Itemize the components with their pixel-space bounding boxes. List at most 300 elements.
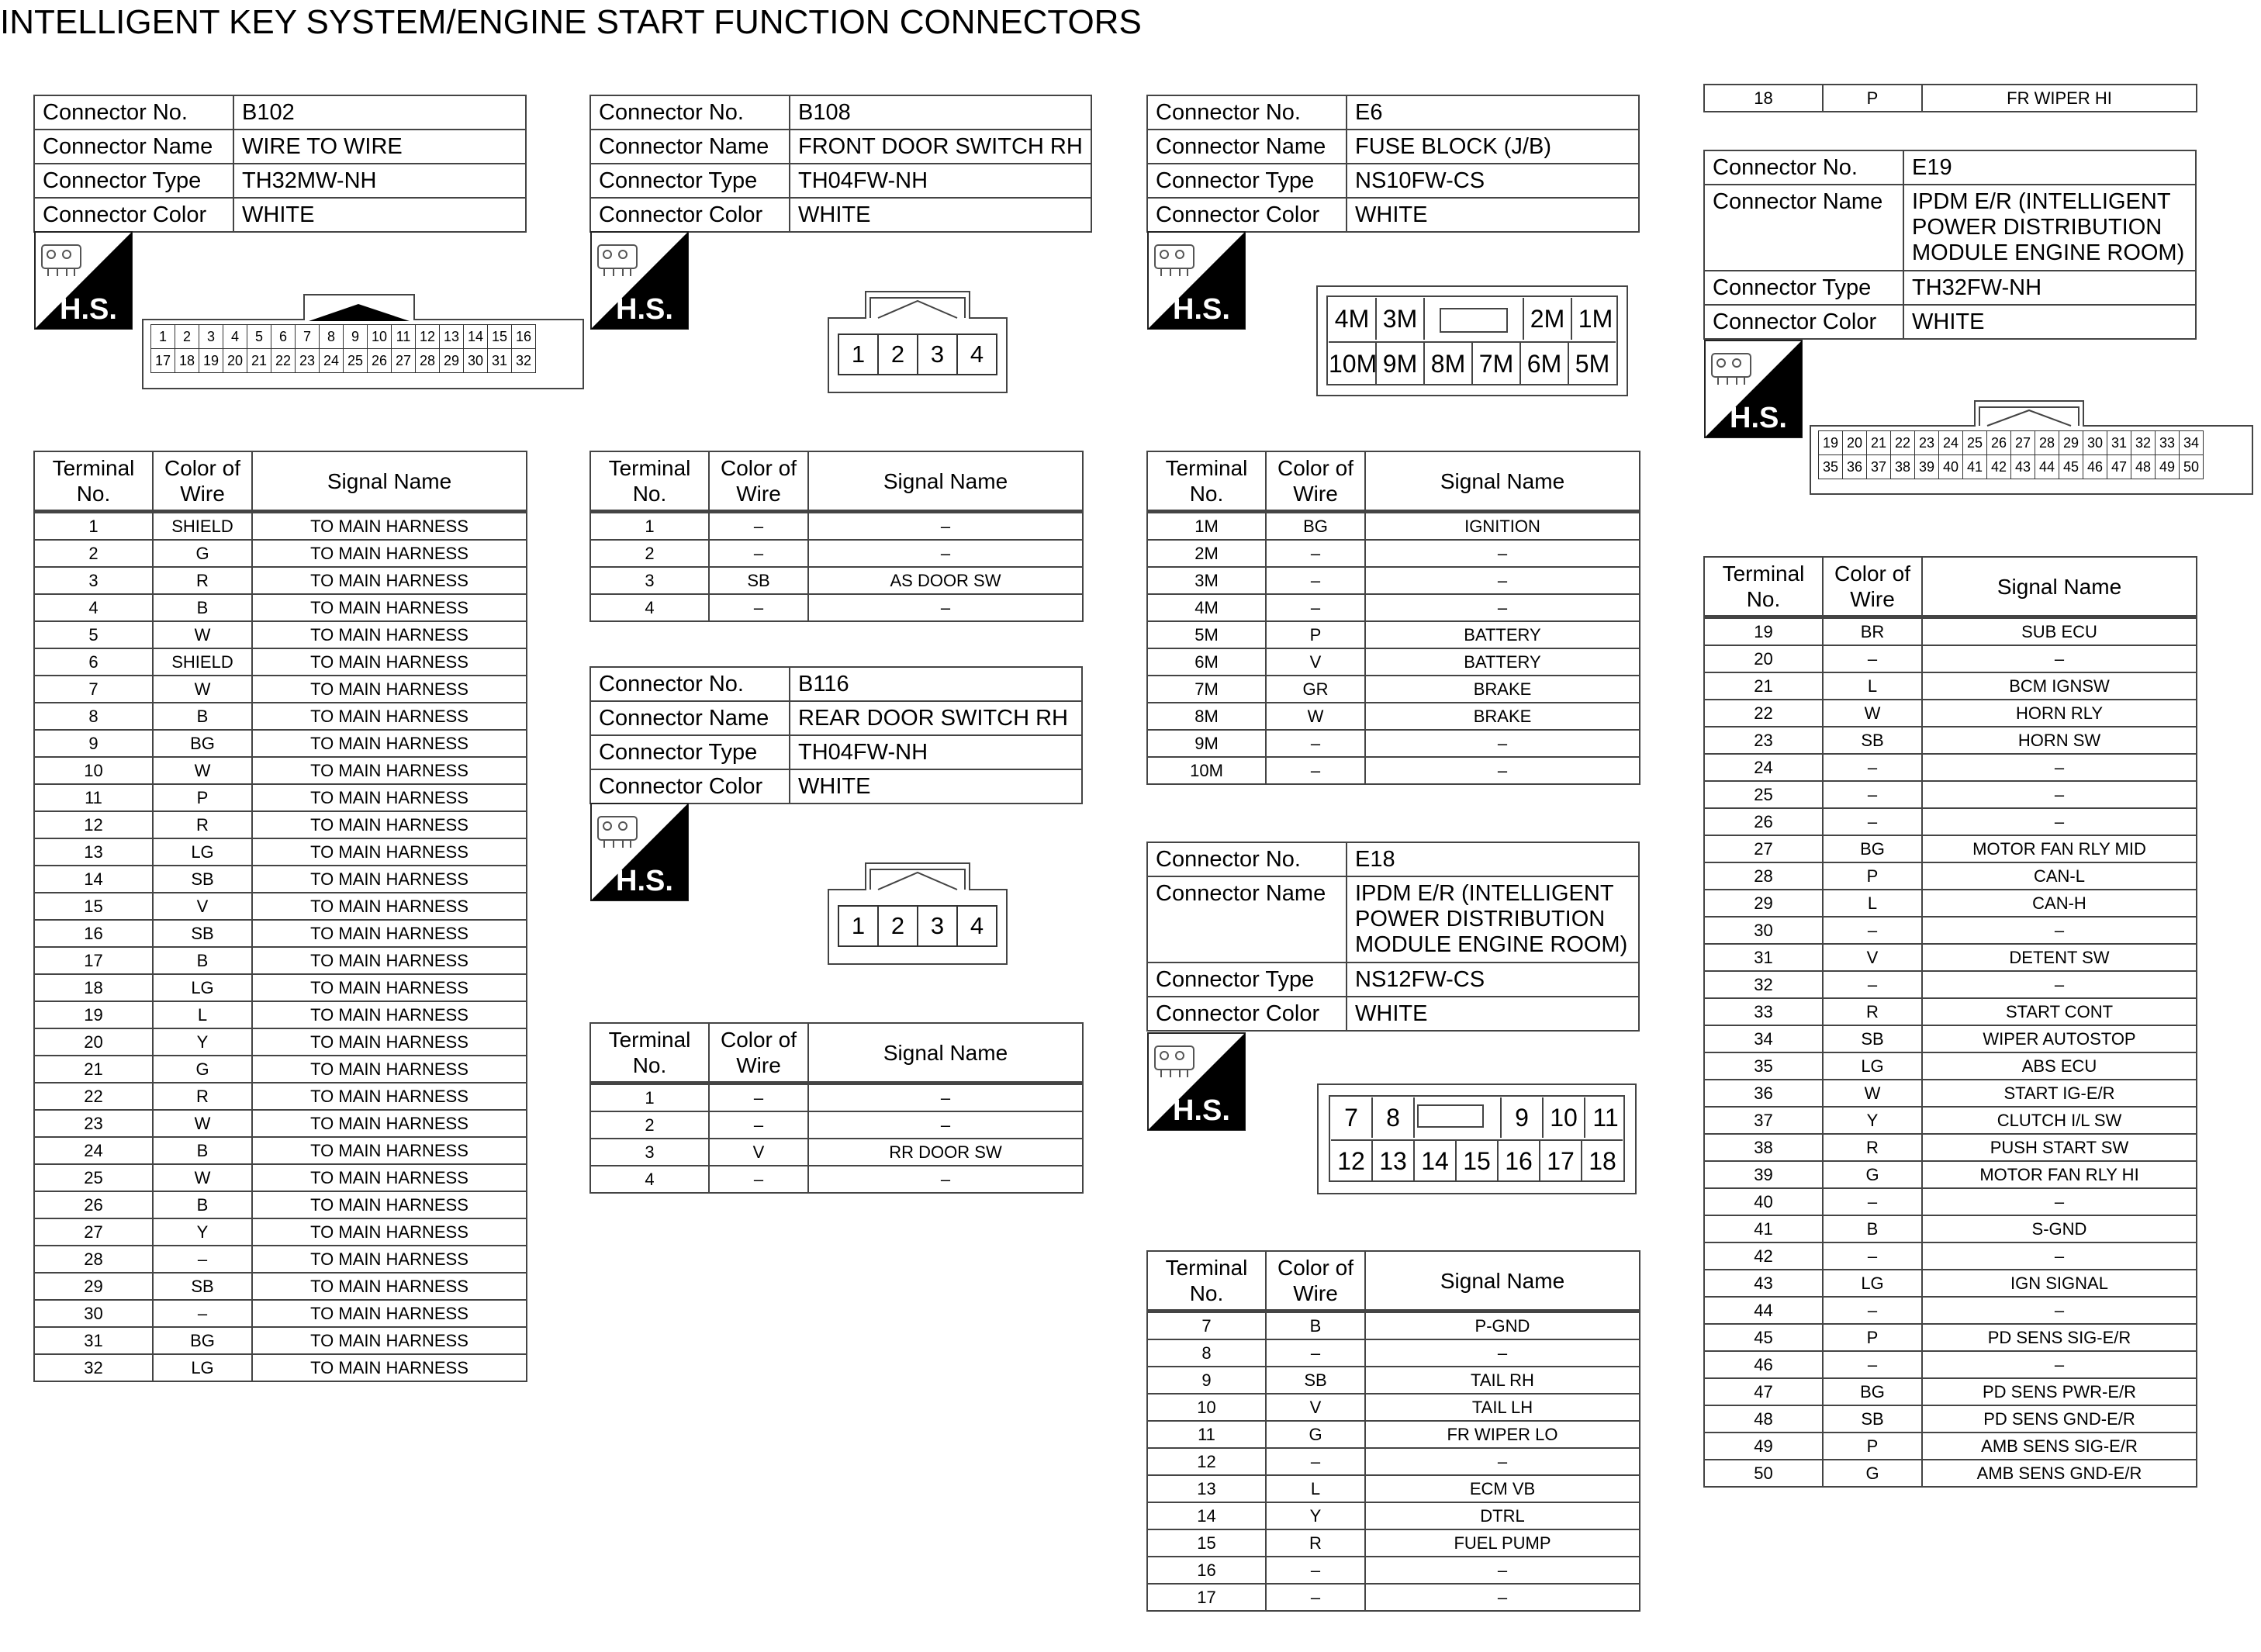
terminal-cell: 13 (34, 838, 153, 866)
pin-label: 10M (1329, 343, 1377, 385)
terminal-cell: 15 (34, 893, 153, 920)
pin-label: 33 (2156, 431, 2180, 455)
wire-color-cell: GR (1266, 676, 1365, 703)
pin-label: 7M (1473, 343, 1521, 385)
signal-name-cell: – (1365, 730, 1640, 757)
wire-color-cell: SB (1266, 1367, 1365, 1394)
table-row (1147, 1502, 1640, 1529)
terminal-cell: 50 (1704, 1460, 1823, 1487)
terminal-header: Terminal No. (590, 1023, 709, 1083)
pin-label: 47 (2107, 455, 2131, 479)
pin-label: 24 (320, 349, 344, 373)
signal-name-cell: TO MAIN HARNESS (252, 757, 527, 784)
signal-name-cell: – (1922, 808, 2197, 835)
signal-name-cell: FR WIPER LO (1365, 1421, 1640, 1448)
wire-color-cell: R (153, 567, 252, 594)
wire-color-cell: G (153, 1056, 252, 1083)
signal-name-cell: TO MAIN HARNESS (252, 567, 527, 594)
signal-name-cell: HORN RLY (1922, 700, 2197, 727)
connector-name-value: IPDM E/R (INTELLIGENT POWER DISTRIBUTION MODULE ENGINE ROOM) (1903, 185, 2196, 271)
terminal-cell: 3 (590, 567, 709, 594)
table-row (1147, 1367, 1640, 1394)
table-row (34, 974, 527, 1001)
pin-label: 28 (416, 349, 440, 373)
wire-color-cell: – (709, 1111, 808, 1139)
signal-name-cell: ABS ECU (1922, 1052, 2197, 1080)
terminal-cell: 19 (34, 1001, 153, 1028)
signal-name-cell: CAN-H (1922, 890, 2197, 917)
connector-color-value: WHITE (1347, 997, 1639, 1031)
terminal-cell: 30 (34, 1300, 153, 1327)
signal-name-cell: TO MAIN HARNESS (252, 1327, 527, 1354)
table-row (34, 512, 527, 541)
pin-label: 27 (2011, 431, 2035, 455)
pin-label: 44 (2035, 455, 2059, 479)
terminal-cell: 9 (34, 730, 153, 757)
table-row (1147, 1312, 1640, 1340)
pin-label: 3M (1377, 298, 1425, 340)
wire-color-cell: – (1823, 754, 1922, 781)
wire-color-cell: – (1823, 1351, 1922, 1378)
table-row (1147, 757, 1640, 784)
wire-color-cell: R (153, 1083, 252, 1110)
wire-color-cell: Y (153, 1028, 252, 1056)
signal-name-cell: START CONT (1922, 998, 2197, 1025)
wire-color-cell: W (1823, 700, 1922, 727)
terminal-cell: 27 (1704, 835, 1823, 862)
pin-label: 48 (2131, 455, 2156, 479)
terminal-header: Terminal No. (1147, 1251, 1266, 1312)
wire-color-cell: – (1823, 971, 1922, 998)
pin-label: 5 (247, 325, 271, 349)
signal-name-cell: – (808, 1111, 1083, 1139)
wire-color-header: Color of Wire (1266, 1251, 1365, 1312)
signal-name-cell: – (808, 594, 1083, 621)
pin-label: 1 (838, 334, 878, 375)
terminal-cell: 12 (34, 811, 153, 838)
wire-color-cell: R (1823, 1134, 1922, 1161)
connector-info-b116 (589, 666, 1083, 804)
terminal-cell: 3 (34, 567, 153, 594)
wire-color-cell: – (1266, 540, 1365, 567)
signal-name-cell: TO MAIN HARNESS (252, 1137, 527, 1164)
wire-color-cell: B (153, 703, 252, 730)
table-row (1147, 1448, 1640, 1475)
table-row (1147, 1529, 1640, 1557)
connector-type-label: Connector Type (1147, 164, 1347, 198)
signal-name-cell: – (808, 1083, 1083, 1112)
connector-info-e6 (1146, 95, 1640, 233)
pin-label: 2 (878, 906, 918, 946)
wire-color-cell: – (1823, 1188, 1922, 1215)
table-row (1704, 1460, 2197, 1487)
signal-name-cell: FR WIPER HI (1922, 85, 2197, 112)
wire-color-header: Color of Wire (153, 451, 252, 512)
signal-name-cell: – (1922, 917, 2197, 944)
terminal-cell: 2M (1147, 540, 1266, 567)
table-row (34, 567, 527, 594)
signal-name-cell: MOTOR FAN RLY MID (1922, 835, 2197, 862)
connector-color-value: WHITE (233, 198, 526, 232)
wire-color-cell: LG (1823, 1270, 1922, 1297)
terminal-cell: 10M (1147, 757, 1266, 784)
pin-label: 13 (440, 325, 464, 349)
connector-no-label: Connector No. (1147, 95, 1347, 130)
signal-name-cell: ECM VB (1365, 1475, 1640, 1502)
wire-color-cell: – (153, 1300, 252, 1327)
connector-name-label: Connector Name (590, 701, 790, 735)
wire-color-cell: V (1266, 1394, 1365, 1421)
table-row (1147, 1394, 1640, 1421)
wire-color-cell: BG (1266, 512, 1365, 541)
wire-color-cell: BG (153, 730, 252, 757)
wire-color-cell: P (1266, 621, 1365, 648)
pin-label: 23 (1915, 431, 1939, 455)
terminal-cell: 22 (34, 1083, 153, 1110)
table-row (34, 621, 527, 648)
wire-color-cell: W (153, 621, 252, 648)
table-row (34, 1191, 527, 1218)
wire-color-cell: SB (709, 567, 808, 594)
connector-no-value: B102 (233, 95, 526, 130)
signal-name-cell: TO MAIN HARNESS (252, 730, 527, 757)
signal-name-cell: – (1922, 645, 2197, 672)
pin-label: 8M (1425, 343, 1473, 385)
table-row (34, 838, 527, 866)
pin-label: 30 (2083, 431, 2107, 455)
wire-color-cell: Y (1266, 1502, 1365, 1529)
table-row (34, 1327, 527, 1354)
signal-name-cell: TO MAIN HARNESS (252, 947, 527, 974)
terminal-cell: 16 (34, 920, 153, 947)
pin-label: 4 (957, 906, 997, 946)
wire-color-cell: L (153, 1001, 252, 1028)
connector-type-value: NS12FW-CS (1347, 963, 1639, 997)
signal-name-cell: CLUTCH I/L SW (1922, 1107, 2197, 1134)
wire-color-cell: – (1266, 730, 1365, 757)
signal-table-b102 (33, 451, 527, 1382)
terminal-cell: 9M (1147, 730, 1266, 757)
hs-harness-side-icon (34, 231, 133, 330)
connector-name-label: Connector Name (1147, 130, 1347, 164)
signal-name-cell: FUEL PUMP (1365, 1529, 1640, 1557)
connector-color-label: Connector Color (1147, 198, 1347, 232)
pin-label: 5M (1575, 350, 1610, 378)
wire-color-cell: G (1823, 1161, 1922, 1188)
pin-label: 12 (416, 325, 440, 349)
table-row (34, 757, 527, 784)
connector-color-value: WHITE (790, 198, 1091, 232)
terminal-cell: 5 (34, 621, 153, 648)
hs-label: H.S. (60, 293, 117, 326)
signal-name-header: Signal Name (252, 451, 527, 512)
pin-label: 35 (1819, 455, 1843, 479)
signal-name-cell: START IG-E/R (1922, 1080, 2197, 1107)
signal-name-cell: – (1365, 540, 1640, 567)
terminal-cell: 8 (34, 703, 153, 730)
signal-name-cell: BRAKE (1365, 703, 1640, 730)
terminal-cell: 3M (1147, 567, 1266, 594)
signal-name-cell: MOTOR FAN RLY HI (1922, 1161, 2197, 1188)
terminal-cell: 41 (1704, 1215, 1823, 1242)
terminal-cell: 17 (1147, 1584, 1266, 1611)
table-row (590, 512, 1083, 541)
terminal-header: Terminal No. (1704, 557, 1823, 617)
table-row (34, 1110, 527, 1137)
wire-color-cell: – (1823, 645, 1922, 672)
table-row (1704, 1080, 2197, 1107)
pin-label: 19 (1819, 431, 1843, 455)
terminal-cell: 42 (1704, 1242, 1823, 1270)
terminal-cell: 32 (1704, 971, 1823, 998)
table-row (1704, 1270, 2197, 1297)
signal-name-cell: BRAKE (1365, 676, 1640, 703)
signal-name-cell: – (1365, 594, 1640, 621)
terminal-cell: 35 (1704, 1052, 1823, 1080)
signal-name-cell: DETENT SW (1922, 944, 2197, 971)
terminal-cell: 24 (34, 1137, 153, 1164)
pin-label: 49 (2156, 455, 2180, 479)
signal-name-cell: TO MAIN HARNESS (252, 1191, 527, 1218)
signal-name-cell: AMB SENS GND-E/R (1922, 1460, 2197, 1487)
terminal-cell: 8M (1147, 703, 1266, 730)
signal-name-cell: TO MAIN HARNESS (252, 1110, 527, 1137)
signal-name-cell: TO MAIN HARNESS (252, 1273, 527, 1300)
connector-name-label: Connector Name (34, 130, 233, 164)
signal-name-cell: HORN SW (1922, 727, 2197, 754)
wire-color-cell: R (1266, 1529, 1365, 1557)
wire-color-cell: L (1823, 890, 1922, 917)
wire-color-cell: B (153, 947, 252, 974)
pin-label: 19 (199, 349, 223, 373)
signal-name-cell: – (808, 540, 1083, 567)
connector-color-label: Connector Color (1147, 997, 1347, 1031)
table-row (590, 1083, 1083, 1112)
terminal-cell: 45 (1704, 1324, 1823, 1351)
wire-color-cell: SB (153, 920, 252, 947)
connector-face-b108 (827, 290, 1008, 394)
pin-label: 4 (223, 325, 247, 349)
signal-name-cell: TO MAIN HARNESS (252, 784, 527, 811)
signal-name-cell: – (1922, 1351, 2197, 1378)
terminal-cell: 17 (34, 947, 153, 974)
pin-label: 2 (175, 325, 199, 349)
pin-label: 7 (296, 325, 320, 349)
wire-color-cell: – (1266, 1584, 1365, 1611)
wire-color-cell: W (153, 1164, 252, 1191)
pin-label: 37 (1867, 455, 1891, 479)
signal-name-cell: TO MAIN HARNESS (252, 703, 527, 730)
wire-color-cell: – (1266, 1339, 1365, 1367)
signal-name-cell: DTRL (1365, 1502, 1640, 1529)
connector-no-value: E19 (1903, 150, 2196, 185)
terminal-cell: 23 (34, 1110, 153, 1137)
wire-color-cell: G (1266, 1421, 1365, 1448)
terminal-cell: 33 (1704, 998, 1823, 1025)
table-row (1704, 754, 2197, 781)
wire-color-cell: SB (1823, 1025, 1922, 1052)
table-row (34, 1218, 527, 1246)
wire-color-cell: LG (153, 1354, 252, 1381)
table-row (34, 1028, 527, 1056)
terminal-cell: 31 (34, 1327, 153, 1354)
wire-color-cell: – (1823, 1297, 1922, 1324)
signal-name-cell: BATTERY (1365, 648, 1640, 676)
pin-label: 24 (1939, 431, 1963, 455)
table-row (1704, 1215, 2197, 1242)
table-row (1704, 645, 2197, 672)
pin-label: 40 (1939, 455, 1963, 479)
pin-label: 1M (1578, 305, 1613, 333)
wire-color-cell: B (153, 594, 252, 621)
signal-name-cell: IGNITION (1365, 512, 1640, 541)
terminal-cell: 6M (1147, 648, 1266, 676)
terminal-cell: 4 (34, 594, 153, 621)
pin-label: 25 (344, 349, 368, 373)
pin-label: 3 (918, 906, 957, 946)
connector-name-value: FUSE BLOCK (J/B) (1347, 130, 1639, 164)
pin-label: 29 (440, 349, 464, 373)
terminal-cell: 18 (34, 974, 153, 1001)
wire-color-cell: – (1266, 1557, 1365, 1584)
table-row (1147, 567, 1640, 594)
signal-name-cell: TO MAIN HARNESS (252, 648, 527, 676)
wire-color-cell: – (709, 594, 808, 621)
terminal-header: Terminal No. (34, 451, 153, 512)
signal-name-cell: TO MAIN HARNESS (252, 1164, 527, 1191)
signal-name-cell: WIPER AUTOSTOP (1922, 1025, 2197, 1052)
table-row (1147, 1421, 1640, 1448)
connector-type-value: TH32FW-NH (1903, 271, 2196, 305)
connector-info-e18 (1146, 842, 1640, 1032)
table-row (1704, 1025, 2197, 1052)
table-row (34, 784, 527, 811)
terminal-cell: 26 (1704, 808, 1823, 835)
table-row (34, 866, 527, 893)
wire-color-cell: – (1823, 781, 1922, 808)
wire-color-cell: – (1823, 917, 1922, 944)
pin-label: 45 (2059, 455, 2083, 479)
connector-type-label: Connector Type (34, 164, 233, 198)
wire-color-cell: – (1266, 757, 1365, 784)
wire-color-cell: – (1266, 1448, 1365, 1475)
terminal-cell: 23 (1704, 727, 1823, 754)
pin-label: 26 (1987, 431, 2011, 455)
connector-name-label: Connector Name (590, 130, 790, 164)
terminal-cell: 49 (1704, 1433, 1823, 1460)
table-row (1704, 1351, 2197, 1378)
signal-name-cell: – (1365, 1584, 1640, 1611)
wire-color-cell: V (153, 893, 252, 920)
pin-label: 9 (1500, 1097, 1544, 1138)
pin-label: 43 (2011, 455, 2035, 479)
pin-label: 38 (1891, 455, 1915, 479)
terminal-header: Terminal No. (590, 451, 709, 512)
pin-label: 17 (151, 349, 175, 373)
table-row (1147, 730, 1640, 757)
table-row (1704, 700, 2197, 727)
wire-color-cell: BR (1823, 617, 1922, 646)
wire-color-cell: B (1266, 1312, 1365, 1340)
connector-color-value: WHITE (790, 769, 1082, 804)
table-row (1704, 808, 2197, 835)
wire-color-cell: – (153, 1246, 252, 1273)
signal-name-cell: TO MAIN HARNESS (252, 1056, 527, 1083)
table-row (1147, 676, 1640, 703)
terminal-cell: 22 (1704, 700, 1823, 727)
wire-color-cell: BG (153, 1327, 252, 1354)
pin-label: 22 (1891, 431, 1915, 455)
table-row (590, 1139, 1083, 1166)
table-row (34, 1273, 527, 1300)
terminal-cell: 28 (34, 1246, 153, 1273)
table-row (34, 947, 527, 974)
terminal-cell: 1 (34, 512, 153, 541)
terminal-cell: 4 (590, 1166, 709, 1193)
pin-label: 23 (296, 349, 320, 373)
wire-color-cell: – (709, 512, 808, 541)
signal-name-cell: TO MAIN HARNESS (252, 1028, 527, 1056)
terminal-cell: 3 (590, 1139, 709, 1166)
wire-color-cell: Y (153, 1218, 252, 1246)
table-row (34, 1300, 527, 1327)
signal-name-header: Signal Name (1365, 451, 1640, 512)
signal-table-e18 (1146, 1250, 1640, 1612)
terminal-cell: 13 (1147, 1475, 1266, 1502)
signal-name-cell: TO MAIN HARNESS (252, 811, 527, 838)
connector-type-label: Connector Type (1704, 271, 1903, 305)
terminal-cell: 27 (34, 1218, 153, 1246)
signal-table-b116 (589, 1022, 1084, 1194)
pin-label: 15 (488, 325, 512, 349)
connector-no-value: E18 (1347, 842, 1639, 876)
table-row (1704, 1242, 2197, 1270)
signal-name-cell: TO MAIN HARNESS (252, 1218, 527, 1246)
wire-color-cell: G (153, 540, 252, 567)
pin-label: 21 (1867, 431, 1891, 455)
pin-label: 20 (1843, 431, 1867, 455)
signal-name-cell: – (1365, 1448, 1640, 1475)
pin-label: 50 (2180, 455, 2204, 479)
signal-name-cell: P-GND (1365, 1312, 1640, 1340)
table-row (1704, 1297, 2197, 1324)
wire-color-header: Color of Wire (709, 451, 808, 512)
pin-label: 16 (1499, 1141, 1540, 1181)
hs-label: H.S. (616, 865, 673, 897)
signal-table-b108 (589, 451, 1084, 622)
pin-label: 18 (1589, 1147, 1616, 1175)
terminal-cell: 4M (1147, 594, 1266, 621)
table-row (1147, 1339, 1640, 1367)
terminal-cell: 1 (590, 1083, 709, 1112)
connector-type-value: NS10FW-CS (1347, 164, 1639, 198)
terminal-cell: 10 (1147, 1394, 1266, 1421)
wire-color-cell: Y (1823, 1107, 1922, 1134)
wire-color-cell: V (709, 1139, 808, 1166)
terminal-cell: 14 (34, 866, 153, 893)
connector-type-value: TH04FW-NH (790, 164, 1091, 198)
connector-no-label: Connector No. (1704, 150, 1903, 185)
pin-label: 11 (1592, 1104, 1619, 1132)
signal-name-cell: SUB ECU (1922, 617, 2197, 646)
pin-label: 2 (878, 334, 918, 375)
table-row (1147, 594, 1640, 621)
terminal-cell: 18 (1704, 85, 1823, 112)
table-row (1704, 1134, 2197, 1161)
pin-label: 36 (1843, 455, 1867, 479)
signal-name-cell: TO MAIN HARNESS (252, 621, 527, 648)
wire-color-cell: P (1823, 1433, 1922, 1460)
